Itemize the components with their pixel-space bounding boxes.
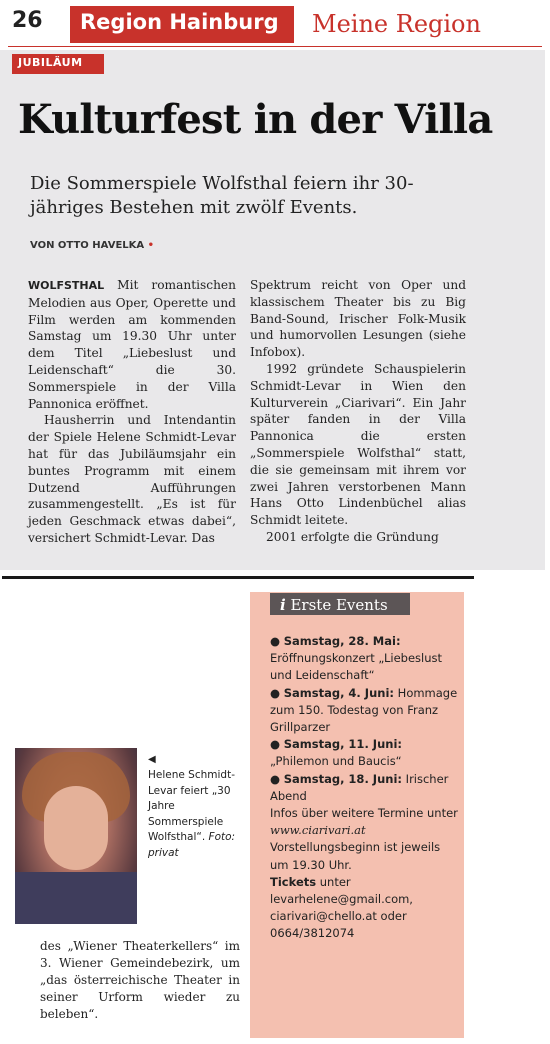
paragraph: Spektrum reicht von Oper und klassischem Theater bis zu Big Band-Sound, Irischer Folk-Musik und humorvollen Lesungen (siehe Infobox).	[250, 278, 466, 360]
event-text: „Philemon und Baucis“	[270, 754, 402, 769]
info-box-body	[270, 633, 460, 943]
section-divider	[2, 576, 474, 579]
portrait-clothing	[15, 872, 137, 924]
region-title: Region Hainburg	[80, 10, 279, 34]
dateline: WOLFSTHAL	[28, 279, 105, 292]
paragraph: 2001 erfolgte die Gründung	[266, 529, 439, 544]
event-date: Samstag, 28. Mai:	[283, 634, 401, 648]
page-number: 26	[12, 8, 43, 33]
photo-caption	[148, 768, 240, 861]
event-item	[270, 633, 460, 685]
tickets-label: Tickets	[270, 874, 317, 889]
event-text: Irischer Abend	[270, 771, 449, 803]
section-title: Meine Region	[312, 10, 481, 38]
paragraph: Hausherrin und Intendantin der Spiele Helene Schmidt-Levar hat für das Jubiläumsjahr ein buntes Programm mit einem Dutzend Aufführungen zusammengestellt. „Es ist für jeden Geschmack etwas dabei“, versichert Schmidt-Levar. Das	[28, 413, 236, 545]
paragraph-text: Mit romantischen Melodien aus Oper, Operette und Film werden am kommenden Samstag um 19.30 Uhr unter dem Titel „Liebeslust und Leidenschaft“ die 30. Sommerspiele in der Villa Pannonica eröffnet.	[28, 278, 236, 411]
caption-text: Helene Schmidt-Levar feiert „30 Jahre Sommerspiele Wolfsthal“.	[148, 769, 235, 843]
article-continuation: des „Wiener Theaterkellers“ im 3. Wiener Gemeindebezirk, um „das österreichische Theater in seiner Urform wieder zu beleben“.	[40, 939, 240, 1021]
caption-arrow-icon: ◀	[148, 754, 156, 765]
photo-credit: Foto: privat	[148, 831, 236, 859]
kicker-label: JUBILÄUM	[18, 56, 83, 69]
website-link[interactable]: www.ciarivari.at	[270, 823, 366, 838]
article-headline: Kulturfest in der Villa	[18, 96, 493, 143]
event-item	[270, 771, 460, 805]
article-subheadline: Die Sommerspiele Wolfsthal feiern ihr 30-jähriges Bestehen mit zwölf Events.	[30, 173, 414, 218]
byline-bullet: •	[147, 240, 155, 251]
tickets-info	[270, 874, 460, 943]
byline-author: VON OTTO HAVELKA	[30, 240, 145, 251]
paragraph	[28, 277, 236, 412]
info-box-title-text: Erste Events	[290, 596, 388, 614]
article-column-1	[28, 277, 236, 547]
more-info-text: Infos über weitere Termine unter	[270, 806, 458, 821]
event-text: Hommage zum 150. Todestag von Franz Grillparzer	[270, 685, 458, 735]
event-item	[270, 736, 460, 770]
more-info	[270, 805, 460, 839]
event-date: Samstag, 18. Juni:	[283, 771, 403, 786]
header-rule	[8, 46, 542, 47]
bullet-icon: ●	[270, 737, 281, 752]
start-time-info: Vorstellungsbeginn ist jeweils um 19.30 Uhr.	[270, 840, 441, 872]
event-date: Samstag, 4. Juni:	[283, 685, 395, 700]
byline	[30, 240, 154, 251]
event-text: Eröffnungskonzert „Liebeslust und Leidenschaft“	[270, 651, 443, 683]
event-date: Samstag, 11. Juni:	[283, 737, 403, 752]
article-column-2	[250, 277, 466, 546]
paragraph: 1992 gründete Schauspielerin Schmidt-Levar in Wien den Kulturverein „Ciarivari“. Ein Jahr später fanden in der Villa Pannonica die ersten „Sommerspiele Wolfsthal“ statt, die sie gemeinsam mit ihrem vor zwei Jahren verstorbenen Mann Hans Otto Lindenbüchel alias Schmidt leitete.	[250, 361, 466, 528]
event-item	[270, 685, 460, 737]
portrait-face	[44, 786, 108, 870]
bullet-icon: ●	[270, 685, 281, 700]
bullet-icon: ●	[270, 634, 281, 648]
info-icon: i	[280, 596, 286, 614]
tickets-contact: unter levarhelene@gmail.com, ciarivari@chello.at oder 0664/3812074	[270, 874, 413, 941]
info-box-title	[280, 596, 388, 614]
bullet-icon: ●	[270, 771, 281, 786]
